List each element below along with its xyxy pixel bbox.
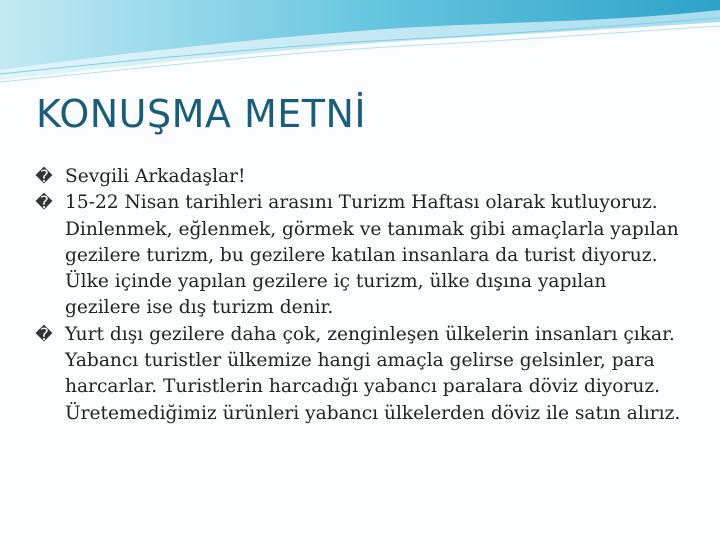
bullet-icon xyxy=(32,190,56,216)
paragraph-tourism-week xyxy=(32,190,684,321)
paragraph-text: Sevgili Arkadaşlar! xyxy=(65,166,246,187)
bullet-icon xyxy=(32,322,56,348)
header-wave-decoration xyxy=(0,0,720,90)
paragraph-text: Yurt dışı gezilere daha çok, zenginleşen ülkelerin insanları çıkar. Yabancı turistler ülkemize hangi amaçla gelirse gelsinler, para harcarlar. Turistlerin harcadığı yabancı paralara döviz diyoruz. Üretemediğimiz ürünleri yabancı ülkelerden döviz ile satın alırız. xyxy=(65,323,681,424)
slide-title: KONUŞMA METNİ xyxy=(36,92,367,136)
paragraph-foreign-travel xyxy=(32,322,684,427)
bullet-icon xyxy=(32,164,56,190)
paragraph-text: 15-22 Nisan tarihleri arasını Turizm Haftası olarak kutluyoruz. Dinlenmek, eğlenmek, görmek ve tanımak gibi amaçlarla yapılan gezilere turizm, bu gezilere katılan insanlara da turist diyoruz. Ülke içinde yapılan gezilere iç turizm, ülke dışına yapılan gezilere ise dış turizm denir. xyxy=(65,192,679,319)
paragraph-greeting xyxy=(32,164,684,190)
slide-body xyxy=(32,164,684,427)
